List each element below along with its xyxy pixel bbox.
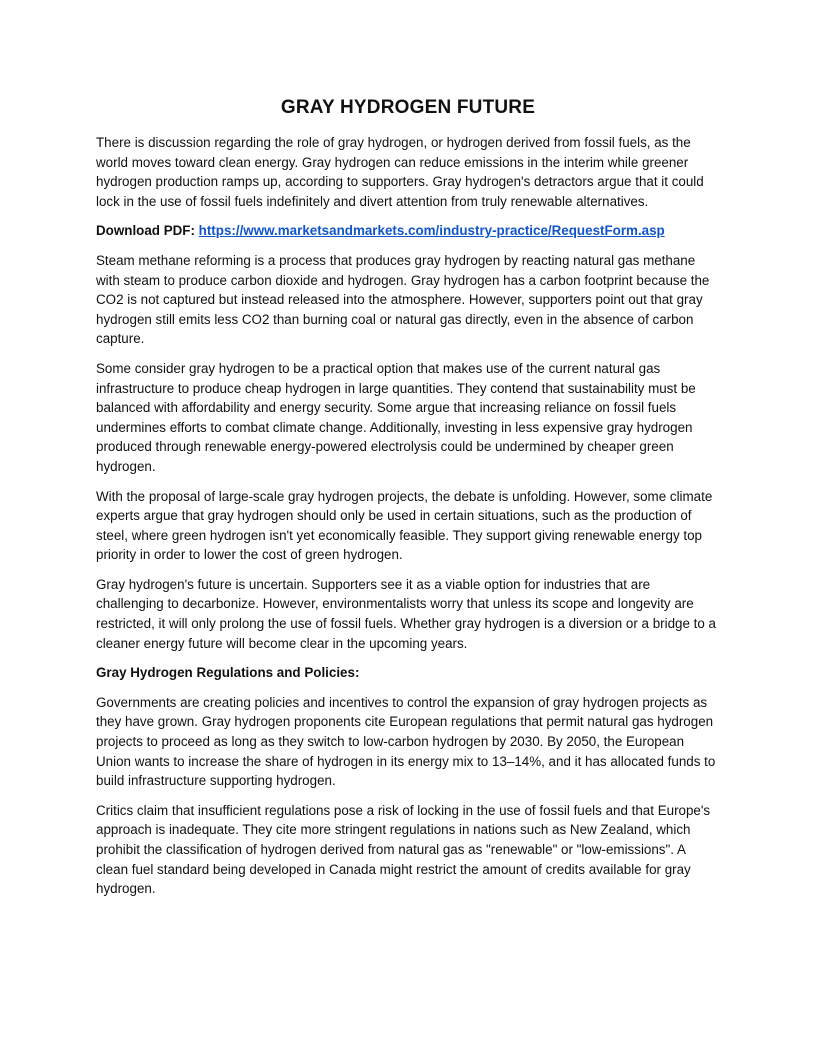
critics-paragraph: Critics claim that insufficient regulations pose a risk of locking in the use of fossil fuels and that Europe's approach is inadequate. They cite more stringent regulations in nations such as New Zealand, which prohibit the classification of hydrogen derived from natural gas as "renewable" or "low-emissions". A clean fuel standard being developed in Canada might restrict the amount of credits available for gray hydrogen. xyxy=(96,802,711,897)
download-pdf-link[interactable]: https://www.marketsandmarkets.com/industry-practice/RequestForm.asp xyxy=(198,223,665,239)
practical-option-paragraph: Some consider gray hydrogen to be a practical option that makes use of the current natural gas infrastructure to produce cheap hydrogen in large quantities. They contend that sustainability must be balanced with affordability and energy security. Some argue that increasing reliance on fossil fuels undermines efforts to combat climate change. Additionally, investing in less expensive gray hydrogen produced through renewable energy-powered electrolysis could be undermined by cheaper green hydrogen. xyxy=(96,360,696,474)
download-line xyxy=(96,221,720,241)
governments-paragraph: Governments are creating policies and incentives to control the expansion of gray hydrogen projects as they have grown. Gray hydrogen proponents cite European regulations that permit natural gas hydrogen projects to proceed as long as they switch to low-carbon hydrogen by 2030. By 2050, the European Union wants to increase the share of hydrogen in its energy mix to 13–14%, and it has allocated funds to build infrastructure supporting hydrogen. xyxy=(96,694,716,789)
section-heading: Gray Hydrogen Regulations and Policies: xyxy=(96,665,360,681)
document-title: GRAY HYDROGEN FUTURE xyxy=(280,97,536,118)
download-label: Download PDF: xyxy=(96,223,195,239)
document-page xyxy=(96,96,720,909)
intro-paragraph: There is discussion regarding the role of gray hydrogen, or hydrogen derived from fossil fuels, as the world moves toward clean energy. Gray hydrogen can reduce emissions in the interim while greener hydrogen production ramps up, according to supporters. Gray hydrogen's detractors argue that it could lock in the use of fossil fuels indefinitely and divert attention from truly renewable alternatives. xyxy=(96,135,704,209)
debate-paragraph: With the proposal of large-scale gray hydrogen projects, the debate is unfolding. However, some climate experts argue that gray hydrogen should only be used in certain situations, such as the production of steel, where green hydrogen isn't yet economically feasible. They support giving renewable energy top priority in order to lower the cost of green hydrogen. xyxy=(96,488,713,563)
future-paragraph: Gray hydrogen's future is uncertain. Supporters see it as a viable option for industries that are challenging to decarbonize. However, environmentalists worry that unless its scope and longevity are restricted, it will only prolong the use of fossil fuels. Whether gray hydrogen is a diversion or a bridge to a cleaner energy future will become clear in the upcoming years. xyxy=(96,576,716,651)
steam-reforming-paragraph: Steam methane reforming is a process that produces gray hydrogen by reacting natural gas methane with steam to produce carbon dioxide and hydrogen. Gray hydrogen has a carbon footprint because the CO2 is not captured but instead released into the atmosphere. However, supporters point out that gray hydrogen still emits less CO2 than burning coal or natural gas directly, even in the absence of carbon capture. xyxy=(96,252,710,347)
